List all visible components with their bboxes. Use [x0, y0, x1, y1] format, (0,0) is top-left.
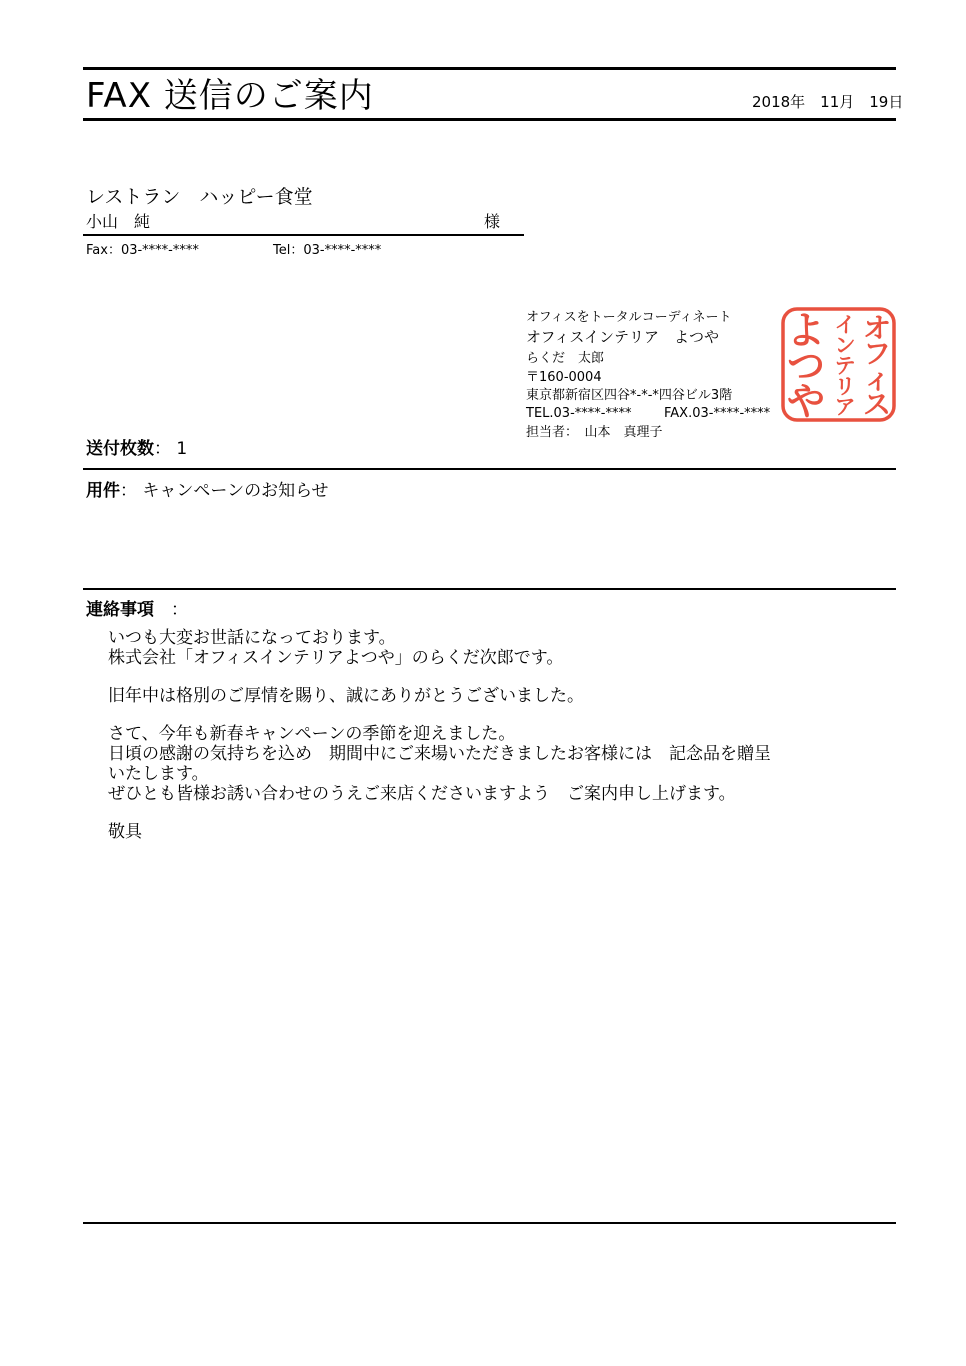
seal-char-interior: イ [834, 313, 856, 338]
pages-colon: ： [154, 439, 171, 459]
recipient-underline [83, 234, 524, 236]
recipient-name: 小山 純 [86, 212, 151, 231]
pages-count [86, 437, 187, 461]
subject-colon: ： [120, 481, 137, 501]
recipient-fax: Fax：03-****-**** [86, 243, 199, 258]
notes-line: 旧年中は格別のご厚情を賜り、誠にありがとうございました。 [108, 686, 584, 706]
sender-company: オフィスインテリア よつや [526, 328, 720, 346]
notes-colon: ： [154, 600, 188, 620]
pages-label: 送付枚数 [86, 439, 154, 459]
pages-rule [83, 468, 896, 470]
header-top-rule [83, 67, 896, 70]
subject-label: 用件 [86, 481, 120, 501]
seal-char-interior: リ [834, 374, 856, 399]
seal-char-office: ス [862, 387, 892, 421]
recipient-tel: Tel：03-****-**** [273, 243, 382, 258]
notes-heading [86, 598, 188, 622]
seal-char-office: オ [862, 311, 892, 345]
recipient-company: レストラン ハッピー食堂 [86, 186, 313, 208]
seal-char-interior: テ [834, 354, 856, 378]
notes-closing: 敬具 [108, 822, 142, 842]
footer-rule [83, 1222, 896, 1224]
sender-tagline: オフィスをトータルコーディネート [526, 310, 732, 325]
notes-line: 日頃の感謝の気持ちを込め 期間中にご来場いただきましたお客様には 記念品を贈呈 [108, 744, 771, 764]
seal-char-interior: ン [834, 333, 856, 358]
recipient-honorific: 様 [484, 212, 501, 231]
notes-line: ぜひとも皆様お誘い合わせのうえご来店くださいますよう ご案内申し上げます。 [108, 784, 736, 804]
document-date: 2018年 11月 19日 [752, 93, 904, 111]
notes-line: いつも大変お世話になっております。 [108, 628, 396, 648]
seal-column-interior [835, 313, 856, 419]
seal-char-yotsuya: や [786, 379, 826, 422]
notes-label: 連絡事項 [86, 600, 154, 620]
notes-line: 株式会社「オフィスインテリアよつや」のらくだ次郎です。 [108, 648, 564, 668]
notes-body [108, 628, 888, 842]
seal-char-yotsuya: つ [786, 344, 826, 388]
document-title: FAX 送信のご案内 [86, 76, 374, 116]
sender-address: 東京都新宿区四谷*-*-*四谷ビル3階 [526, 388, 733, 403]
seal-char-office: ィ [862, 362, 892, 396]
seal-char-interior: ア [834, 394, 856, 419]
seal-column-office [863, 311, 891, 421]
header-bottom-rule [83, 118, 896, 121]
subject-value: キャンペーンのお知らせ [142, 481, 329, 501]
sender-tel: TEL.03-****-**** [526, 406, 632, 421]
seal-char-office: フ [862, 336, 892, 370]
sender-contact: 担当者： 山本 真理子 [526, 425, 663, 440]
notes-line: いたします。 [108, 764, 209, 784]
subject-rule [83, 588, 896, 590]
sender-fax: FAX.03-****-**** [664, 406, 771, 421]
seal-column-yotsuya [787, 309, 825, 422]
company-seal-stamp [781, 307, 896, 422]
seal-char-yotsuya: よ [786, 308, 826, 353]
pages-value: 1 [176, 439, 188, 459]
sender-name: らくだ 太郎 [526, 351, 605, 366]
sender-postal: 〒160-0004 [526, 370, 602, 385]
notes-line: さて、今年も新春キャンペーンの季節を迎えました。 [108, 724, 516, 744]
subject [86, 479, 329, 503]
